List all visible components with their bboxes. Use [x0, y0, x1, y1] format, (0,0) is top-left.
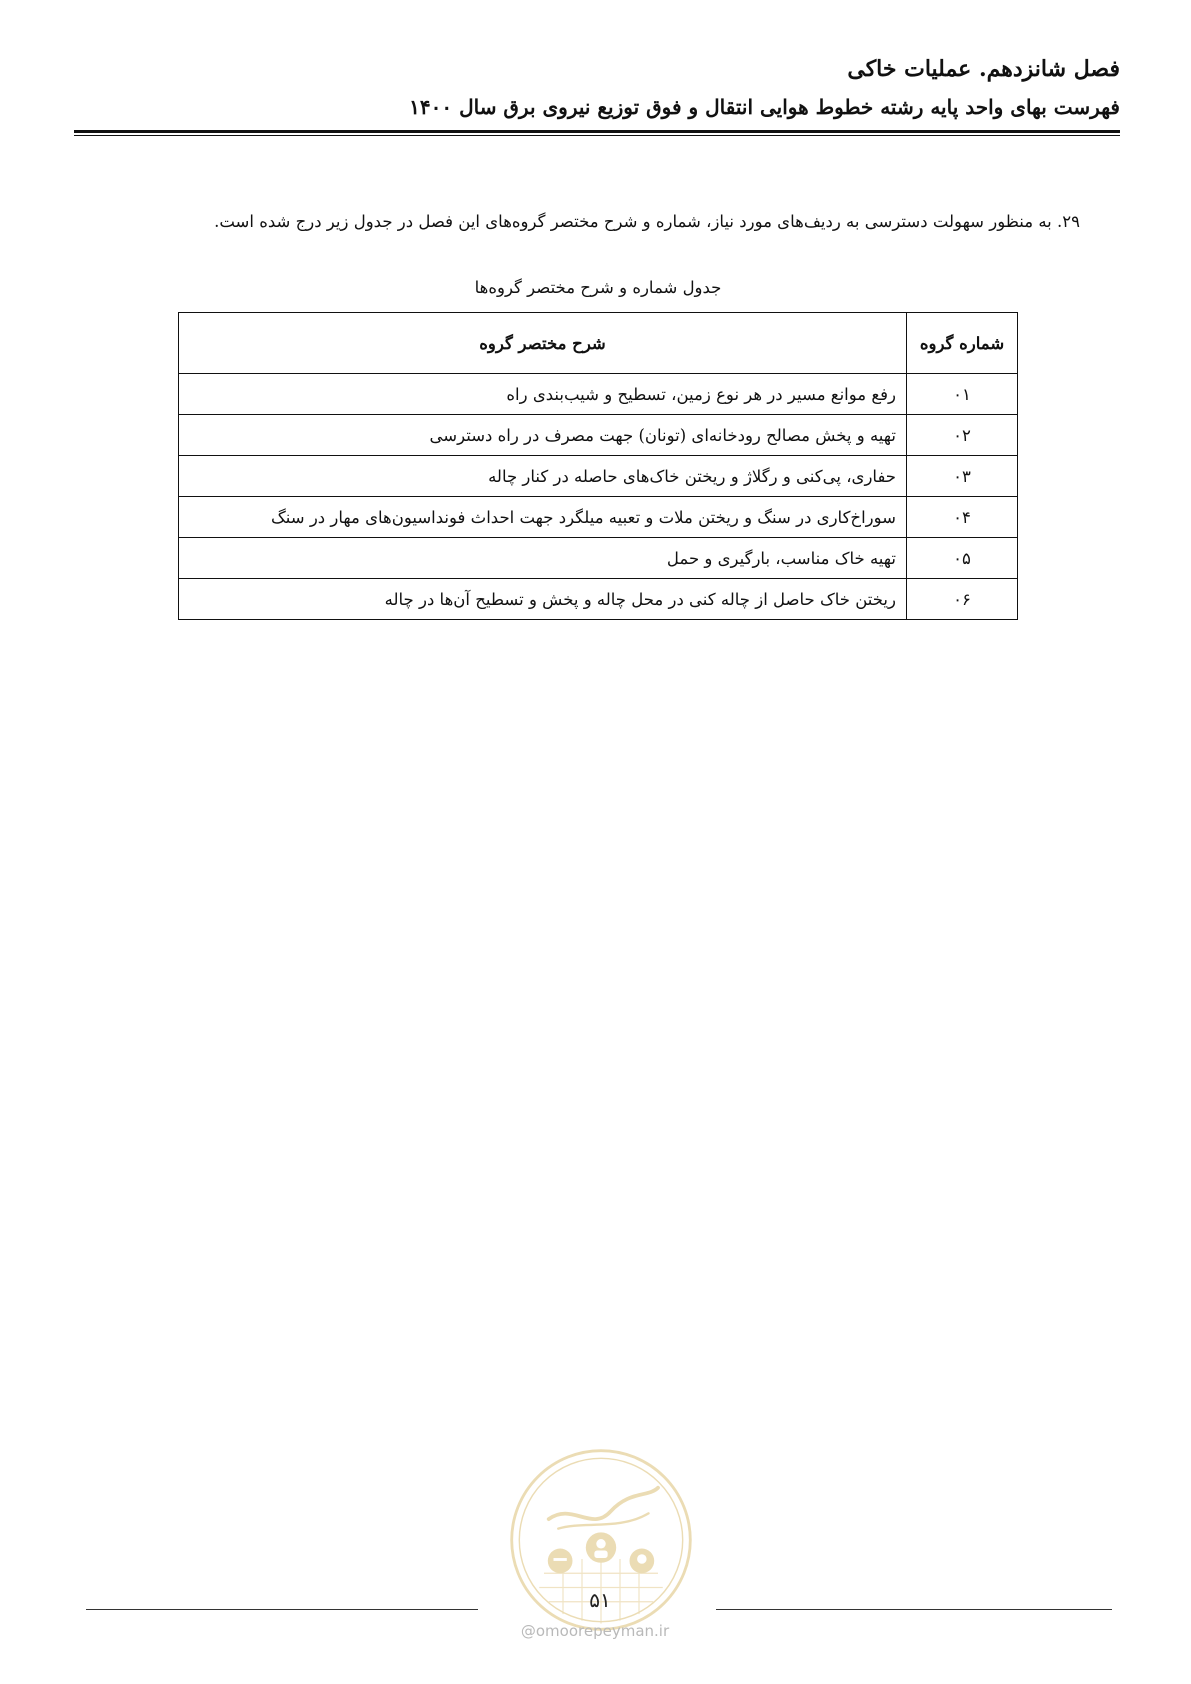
group-number-cell: ۰۳: [907, 456, 1018, 497]
table-row: [179, 374, 1018, 415]
chapter-title: فصل شانزدهم. عملیات خاکی: [847, 56, 1120, 82]
table-row: [179, 538, 1018, 579]
book-title: فهرست بهای واحد پایه رشته خطوط هوایی انتقال و فوق توزیع نیروی برق سال ۱۴۰۰: [409, 95, 1120, 119]
intro-paragraph: ۲۹. به منظور سهولت دسترسی به ردیف‌های مورد نیاز، شماره و شرح مختصر گروه‌های این فصل در جدول زیر درج شده است.: [214, 212, 1080, 231]
group-number-cell: ۰۲: [907, 415, 1018, 456]
group-description-cell: رفع موانع مسیر در هر نوع زمین، تسطیح و شیب‌بندی راه: [179, 374, 907, 415]
group-description-cell: حفاری، پی‌کنی و رگلاژ و ریختن خاک‌های حاصله در کنار چاله: [179, 456, 907, 497]
page-number: ۵۱: [589, 1588, 611, 1612]
table-caption: جدول شماره و شرح مختصر گروه‌ها: [474, 278, 722, 297]
page-header: [74, 52, 1120, 124]
group-description-cell: ریختن خاک حاصل از چاله کنی در محل چاله و پخش و تسطیح آن‌ها در چاله: [179, 579, 907, 620]
group-number-cell: ۰۱: [907, 374, 1018, 415]
table-row: [179, 415, 1018, 456]
group-description-cell: سوراخ‌کاری در سنگ و ریختن ملات و تعبیه میلگرد جهت احداث فونداسیون‌های مهار در سنگ: [179, 497, 907, 538]
group-number-cell: ۰۴: [907, 497, 1018, 538]
table-header-row: [179, 313, 1018, 374]
header-divider-thick: [74, 130, 1120, 133]
group-description-cell: تهیه و پخش مصالح رودخانه‌ای (تونان) جهت مصرف در راه دسترسی: [179, 415, 907, 456]
header-divider-thin: [74, 135, 1120, 136]
website-watermark: @omoorepeyman.ir: [520, 1622, 670, 1640]
group-number-header: شماره گروه: [907, 313, 1018, 374]
group-number-cell: ۰۶: [907, 579, 1018, 620]
footer-divider-left: [86, 1609, 478, 1610]
groups-table: [178, 312, 1018, 620]
group-description-cell: تهیه خاک مناسب، بارگیری و حمل: [179, 538, 907, 579]
footer-divider-right: [716, 1609, 1112, 1610]
table-row: [179, 579, 1018, 620]
table-row: [179, 456, 1018, 497]
group-number-cell: ۰۵: [907, 538, 1018, 579]
group-description-header: شرح مختصر گروه: [179, 313, 907, 374]
table-row: [179, 497, 1018, 538]
